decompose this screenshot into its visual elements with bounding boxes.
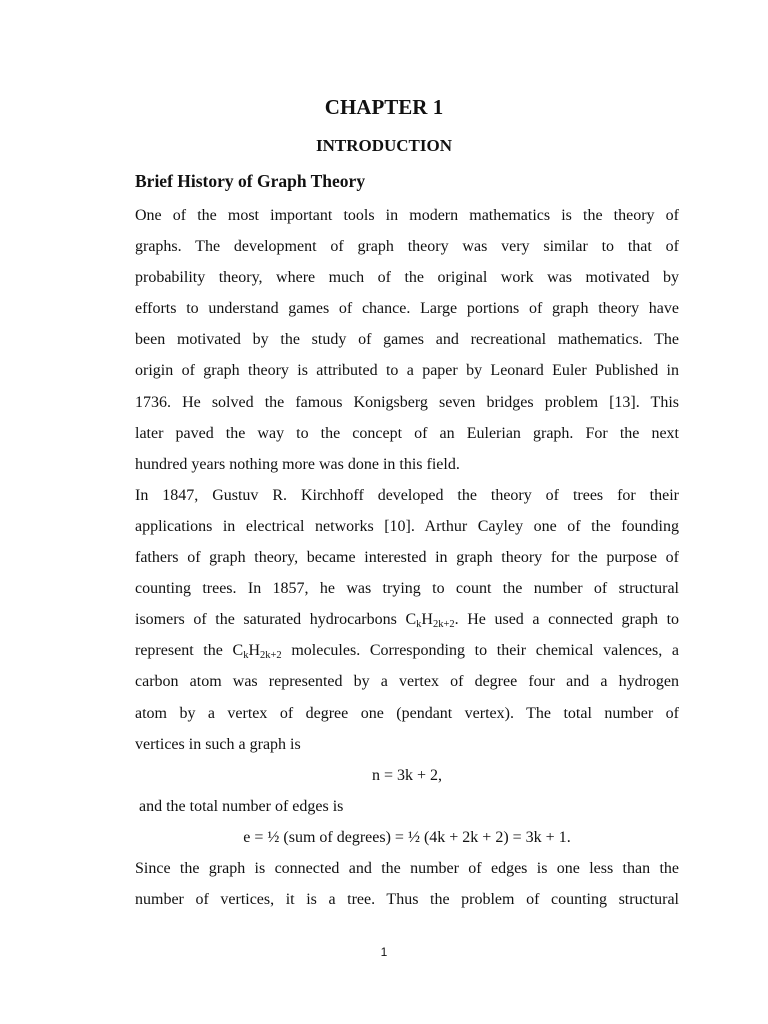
text-fragment: . He used a connected graph to	[454, 611, 679, 629]
equation-vertices: n = 3k + 2,	[371, 766, 443, 784]
text-line: atom by a vertex of degree one (pendant vertex). The total number of	[135, 704, 679, 722]
section-heading: Brief History of Graph Theory	[135, 171, 366, 191]
text-fragment: isomers of the saturated hydrocarbons C	[135, 611, 417, 629]
text-line: number of vertices, it is a tree. Thus the problem of counting structural	[135, 891, 679, 909]
subscript: 2k+2	[260, 650, 282, 662]
text-line: carbon atom was represented by a vertex of degree four and a hydrogen	[135, 673, 679, 691]
body-text	[135, 200, 679, 915]
text-line: graphs. The development of graph theory was very similar to that of	[135, 238, 679, 256]
text-line: vertices in such a graph is	[135, 735, 301, 753]
text-line: probability theory, where much of the original work was motivated by	[135, 269, 679, 287]
page-number: 1	[380, 945, 388, 959]
text-line-formula	[135, 635, 679, 666]
subscript: k	[416, 619, 422, 631]
text-line: efforts to understand games of chance. Large portions of graph theory have	[135, 300, 679, 318]
text-line: applications in electrical networks [10]. Arthur Cayley one of the founding	[135, 517, 679, 535]
text-line: 1736. He solved the famous Konigsberg seven bridges problem [13]. This	[135, 393, 679, 411]
text-line: origin of graph theory is attributed to a paper by Leonard Euler Published in	[135, 362, 679, 380]
text-line: counting trees. In 1857, he was trying to count the number of structural	[135, 580, 679, 598]
text-line: Since the graph is connected and the number of edges is one less than the	[135, 859, 679, 877]
text-line: and the total number of edges is	[139, 797, 344, 815]
text-line: fathers of graph theory, became interested in graph theory for the purpose of	[135, 549, 679, 567]
text-line: been motivated by the study of games and recreational mathematics. The	[135, 331, 679, 349]
text-fragment: represent the C	[135, 642, 244, 660]
text-fragment: molecules. Corresponding to their chemical valences, a	[281, 642, 679, 660]
subscript: 2k+2	[432, 619, 455, 631]
text-line: One of the most important tools in modern mathematics is the theory of	[135, 207, 679, 224]
subscript: k	[243, 650, 249, 662]
text-fragment: H	[248, 642, 260, 660]
equation-edges: e = ½ (sum of degrees) = ½ (4k + 2k + 2) = 3k + 1.	[243, 828, 571, 846]
text-line: In 1847, Gustuv R. Kirchhoff developed the theory of trees for their	[135, 486, 679, 504]
text-line-formula	[135, 604, 679, 635]
chapter-subtitle: INTRODUCTION	[315, 136, 453, 155]
chapter-title: CHAPTER 1	[324, 95, 444, 119]
text-line: later paved the way to the concept of an Eulerian graph. For the next	[135, 424, 679, 442]
text-line: hundred years nothing more was done in this field.	[135, 455, 460, 473]
text-fragment: H	[421, 611, 433, 629]
